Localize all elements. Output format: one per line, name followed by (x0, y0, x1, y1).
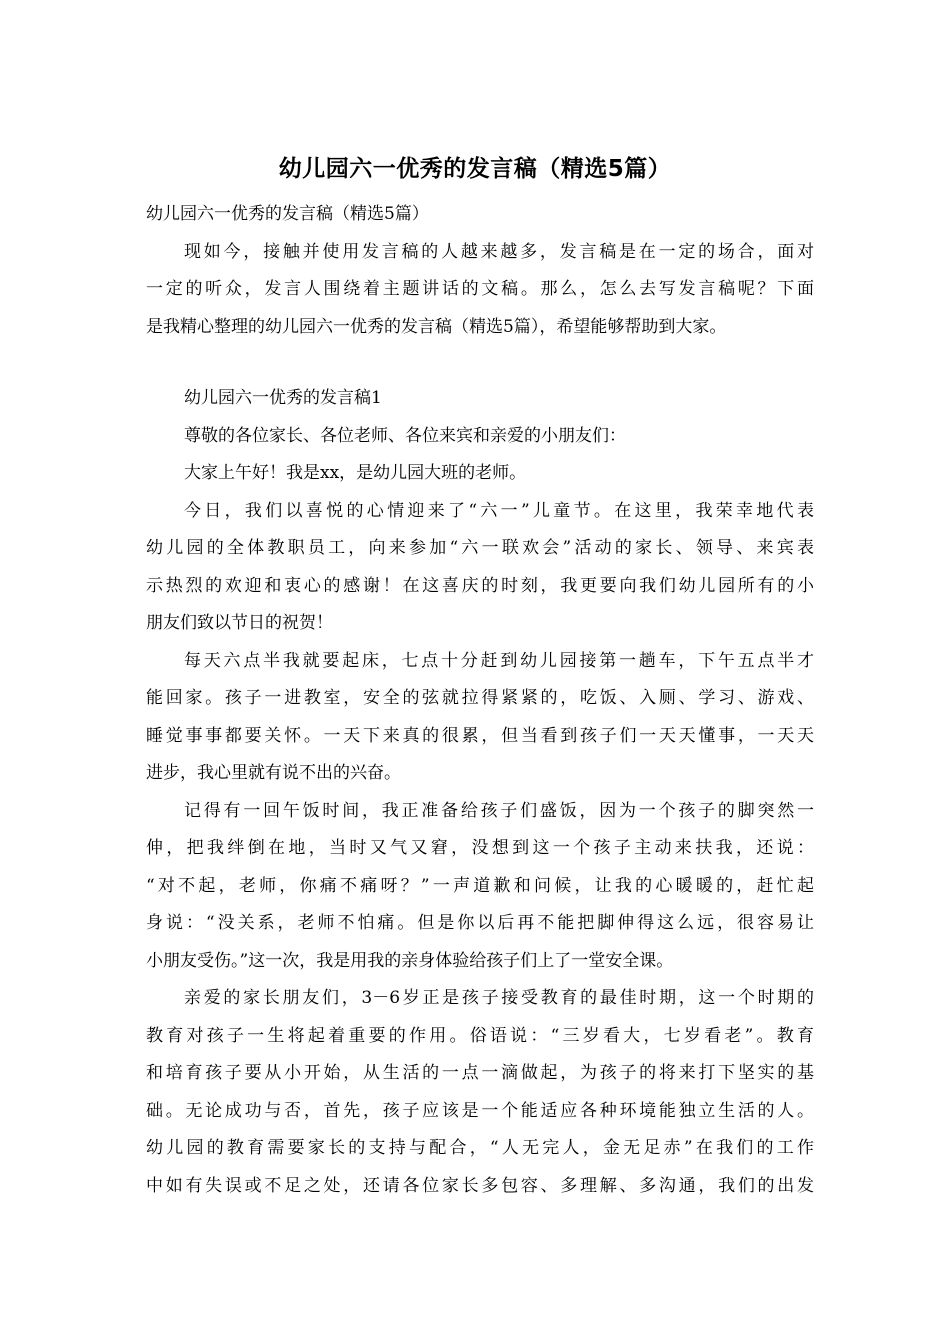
paragraph-line: 睡觉事事都要关怀。一天下来真的很累，但当看到孩子们一天天懂事，一天天 (146, 725, 814, 746)
paragraph-3 (146, 793, 814, 981)
intro-line: 现如今，接触并使用发言稿的人越来越多，发言稿是在一定的场合，面对 (184, 241, 814, 262)
paragraph-line: 础。无论成功与否，首先，孩子应该是一个能适应各种环境能独立生活的人。 (146, 1100, 814, 1121)
paragraph-line: 进步，我心里就有说不出的兴奋。 (146, 763, 401, 783)
paragraph-line: 幼儿园的教育需要家长的支持与配合，“人无完人，金无足赤”在我们的工作 (146, 1138, 814, 1158)
greeting-line: 尊敬的各位家长、各位老师、各位来宾和亲爱的小朋友们： (184, 425, 626, 446)
paragraph-1 (146, 493, 814, 643)
paragraph-line: “对不起，老师，你痛不痛呀？”一声道歉和问候，让我的心暖暖的，赶忙起 (146, 875, 814, 896)
paragraph-line: 亲爱的家长朋友们，3－6岁正是孩子接受教育的最佳时期，这一个时期的 (184, 988, 814, 1008)
section-heading: 幼儿园六一优秀的发言稿1 (184, 388, 382, 408)
paragraph-line: 和培育孩子要从小开始，从生活的一点一滴做起，为孩子的将来打下坚实的基 (146, 1063, 814, 1083)
document-subtitle: 幼儿园六一优秀的发言稿（精选5篇） (146, 204, 429, 224)
paragraph-line: 幼儿园的全体教职员工，向来参加“六一联欢会”活动的家长、领导、来宾表 (146, 538, 814, 558)
intro-line: 是我精心整理的幼儿园六一优秀的发言稿（精选5篇），希望能够帮助到大家。 (146, 316, 727, 337)
paragraph-line: 中如有失误或不足之处，还请各位家长多包容、多理解、多沟通，我们的出发 (146, 1175, 814, 1196)
paragraph-line: 记得有一回午饭时间，我正准备给孩子们盛饭，因为一个孩子的脚突然一 (184, 800, 814, 821)
paragraph-line: 身说：“没关系，老师不怕痛。但是你以后再不能把脚伸得这么远，很容易让 (146, 913, 814, 933)
intro-paragraph (146, 234, 814, 347)
paragraph-line: 示热烈的欢迎和衷心的感谢！在这喜庆的时刻，我更要向我们幼儿园所有的小 (146, 575, 814, 596)
paragraph-line: 伸，把我绊倒在地，当时又气又窘，没想到这一个孩子主动来扶我，还说： (146, 838, 814, 858)
paragraph-line: 教育对孩子一生将起着重要的作用。俗语说：“三岁看大，七岁看老”。教育 (146, 1025, 814, 1046)
self-intro-line: 大家上午好！我是xx，是幼儿园大班的老师。 (184, 463, 527, 483)
paragraph-2 (146, 643, 814, 793)
paragraph-4 (146, 980, 814, 1205)
paragraph-line: 朋友们致以节日的祝贺！ (146, 613, 333, 633)
document-body (146, 196, 814, 1205)
paragraph-gap (146, 346, 814, 380)
document-title: 幼儿园六一优秀的发言稿（精选5篇） (278, 156, 672, 182)
paragraph-line: 每天六点半我就要起床，七点十分赶到幼儿园接第一趟车，下午五点半才 (184, 650, 814, 671)
paragraph-line: 今日，我们以喜悦的心情迎来了“六一”儿童节。在这里，我荣幸地代表 (184, 500, 814, 521)
paragraph-line: 小朋友受伤。”这一次，我是用我的亲身体验给孩子们上了一堂安全课。 (146, 950, 674, 971)
paragraph-line: 能回家。孩子一进教室，安全的弦就拉得紧紧的，吃饭、入厕、学习、游戏、 (146, 688, 814, 708)
intro-line: 一定的听众，发言人围绕着主题讲话的文稿。那么，怎么去写发言稿呢？下面 (146, 279, 814, 299)
